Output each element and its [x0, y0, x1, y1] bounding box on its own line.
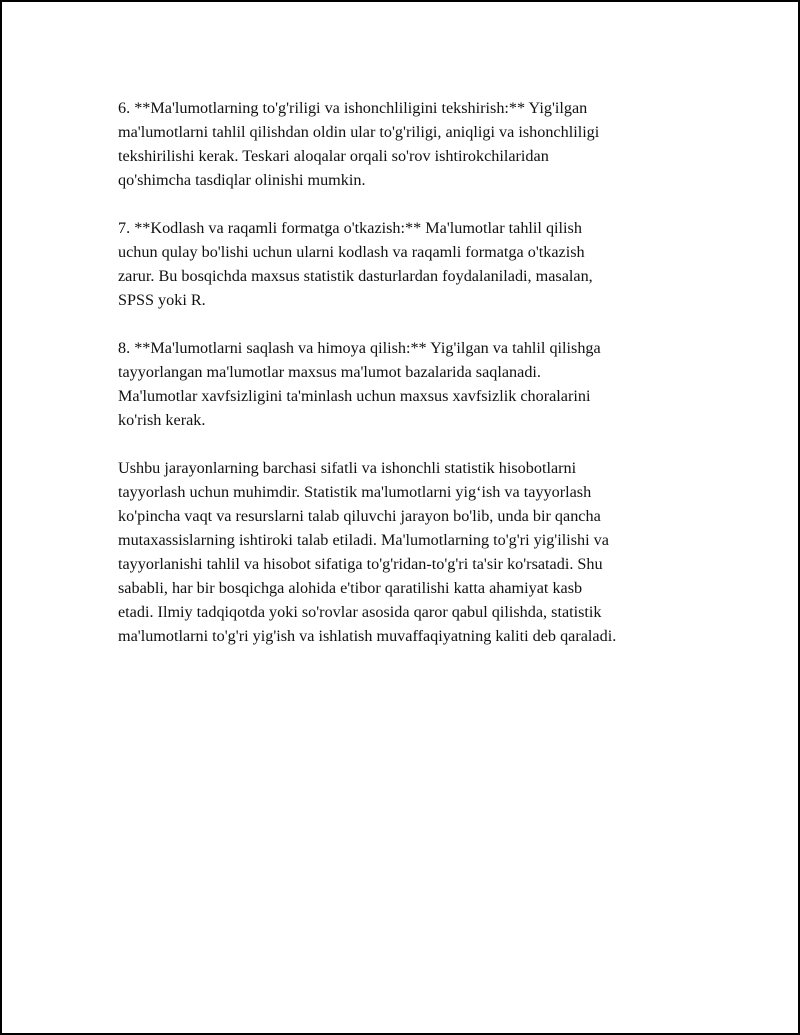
text-line: etadi. Ilmiy tadqiqotda yoki so'rovlar asosida qaror qabul qilishda, statistik [118, 603, 602, 621]
paragraph-step-8 [118, 336, 718, 432]
text-line: Ma'lumotlar xavfsizligini ta'minlash uchun maxsus xavfsizlik choralarini [118, 387, 591, 405]
text-line: qo'shimcha tasdiqlar olinishi mumkin. [118, 171, 366, 189]
text-line: sababli, har bir bosqichga alohida e'tibor qaratilishi katta ahamiyat kasb [118, 579, 583, 597]
text-line: ma'lumotlarni tahlil qilishdan oldin ular to'g'riligi, aniqligi va ishonchliligi [118, 123, 600, 141]
text-line: tekshirilishi kerak. Teskari aloqalar orqali so'rov ishtirokchilaridan [118, 147, 549, 165]
document-body [118, 96, 718, 672]
paragraph-step-7 [118, 216, 718, 312]
text-line: mutaxassislarning ishtiroki talab etiladi. Ma'lumotlarning to'g'ri yig'ilishi va [118, 531, 609, 549]
text-line: zarur. Bu bosqichda maxsus statistik dasturlardan foydalaniladi, masalan, [118, 267, 593, 285]
text-line: 7. **Kodlash va raqamli formatga o'tkazish:** Ma'lumotlar tahlil qilish [118, 219, 582, 237]
paragraph-conclusion [118, 456, 718, 648]
text-line: 8. **Ma'lumotlarni saqlash va himoya qilish:** Yig'ilgan va tahlil qilishga [118, 339, 601, 357]
text-line: ko'rish kerak. [118, 411, 206, 429]
text-line: uchun qulay bo'lishi uchun ularni kodlash va raqamli formatga o'tkazish [118, 243, 585, 261]
text-line: tayyorlangan ma'lumotlar maxsus ma'lumot bazalarida saqlanadi. [118, 363, 541, 381]
text-line: tayyorlash uchun muhimdir. Statistik ma'lumotlarni yig‘ish va tayyorlash [118, 483, 592, 501]
text-line: ko'pincha vaqt va resurslarni talab qiluvchi jarayon bo'lib, unda bir qancha [118, 507, 601, 525]
text-line: tayyorlanishi tahlil va hisobot sifatiga to'g'ridan-to'g'ri ta'sir ko'rsatadi. Shu [118, 555, 603, 573]
text-line: Ushbu jarayonlarning barchasi sifatli va ishonchli statistik hisobotlarni [118, 459, 577, 477]
text-line: ma'lumotlarni to'g'ri yig'ish va ishlatish muvaffaqiyatning kaliti deb qaraladi. [118, 627, 617, 645]
paragraph-step-6 [118, 96, 718, 192]
text-line: SPSS yoki R. [118, 291, 206, 309]
text-line: 6. **Ma'lumotlarning to'g'riligi va ishonchliligini tekshirish:** Yig'ilgan [118, 99, 588, 117]
